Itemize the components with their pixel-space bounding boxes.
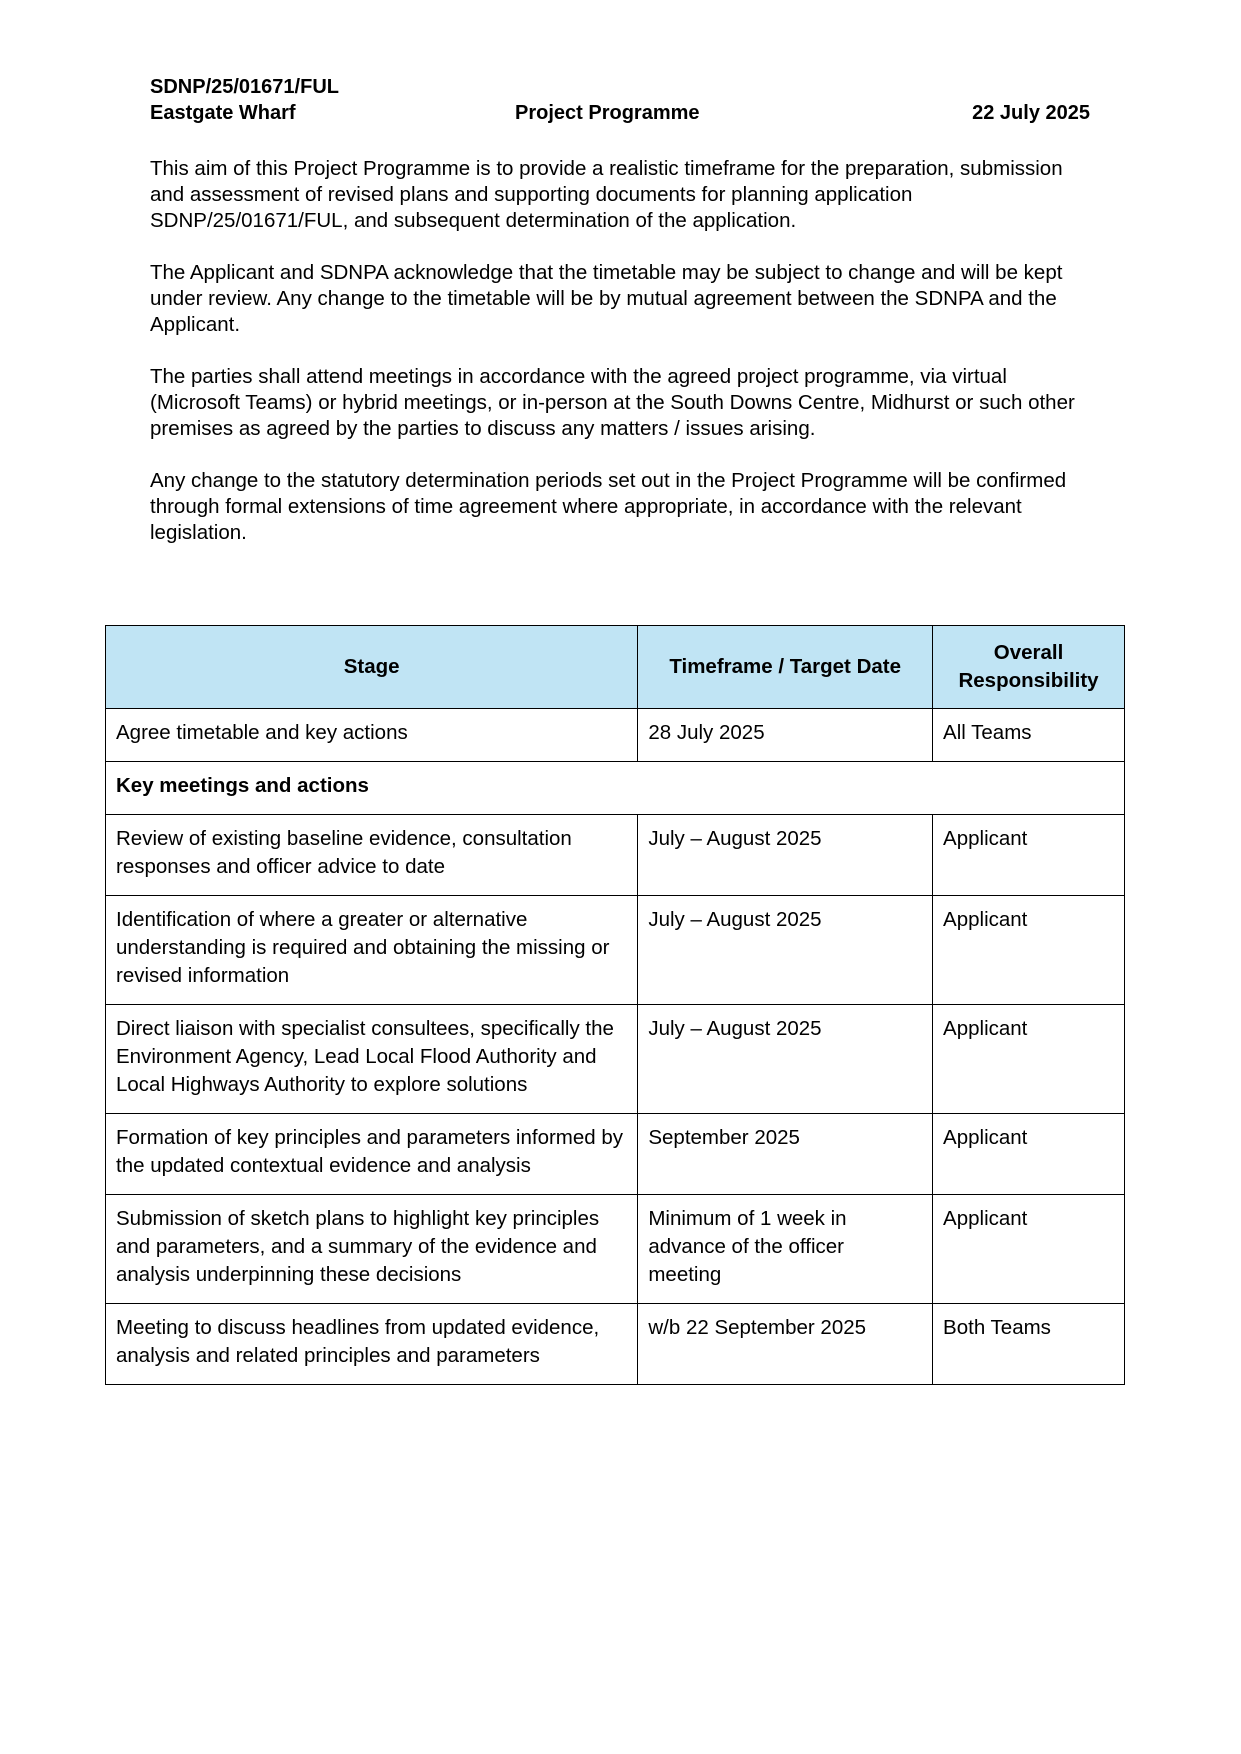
responsibility-cell: Applicant (933, 896, 1125, 1005)
responsibility-cell: Applicant (933, 1114, 1125, 1195)
column-header-responsibility: Overall Responsibility (933, 626, 1125, 709)
table-row (106, 1195, 1125, 1304)
timeframe-cell: September 2025 (638, 1114, 933, 1195)
table-header-row (106, 626, 1125, 709)
site-name: Eastgate Wharf (150, 102, 296, 124)
table-row (106, 896, 1125, 1005)
stage-cell: Formation of key principles and parameters informed by the updated contextual evidence and analysis (106, 1114, 638, 1195)
stage-cell: Identification of where a greater or alternative understanding is required and obtaining the missing or revised information (106, 896, 638, 1005)
responsibility-cell: Applicant (933, 815, 1125, 896)
timeframe-cell: July – August 2025 (638, 896, 933, 1005)
column-header-timeframe: Timeframe / Target Date (638, 626, 933, 709)
stage-cell: Review of existing baseline evidence, consultation responses and officer advice to date (106, 815, 638, 896)
table-row (106, 1304, 1125, 1385)
timeframe-cell: Minimum of 1 week in advance of the officer meeting (638, 1195, 933, 1304)
paragraph-aim: This aim of this Project Programme is to provide a realistic timeframe for the preparation, submission and assessment of revised plans and supporting documents for planning application SDNP/25/01671/FUL, and subsequent determination of the application. (150, 157, 1063, 232)
timeframe-cell: July – August 2025 (638, 1005, 933, 1114)
responsibility-cell: Both Teams (933, 1304, 1125, 1385)
document-header (150, 74, 1090, 126)
document-title: Project Programme (515, 102, 700, 124)
timeframe-cell: July – August 2025 (638, 815, 933, 896)
stage-cell: Direct liaison with specialist consultees, specifically the Environment Agency, Lead Local Flood Authority and Local Highways Authority to explore solutions (106, 1005, 638, 1114)
stage-cell: Meeting to discuss headlines from updated evidence, analysis and related principles and parameters (106, 1304, 638, 1385)
intro-text (150, 156, 1090, 572)
timeframe-cell: 28 July 2025 (638, 709, 933, 762)
responsibility-cell: Applicant (933, 1195, 1125, 1304)
table-row (106, 1114, 1125, 1195)
table-row (106, 709, 1125, 762)
paragraph-extensions: Any change to the statutory determination periods set out in the Project Programme will be confirmed through formal extensions of time agreement where appropriate, in accordance with the relevant legislation. (150, 469, 1067, 544)
paragraph-meetings: The parties shall attend meetings in accordance with the agreed project programme, via virtual (Microsoft Teams) or hybrid meetings, or in-person at the South Downs Centre, Midhurst or such other premises as agreed by the parties to discuss any matters / issues arising. (150, 365, 1075, 440)
responsibility-cell: Applicant (933, 1005, 1125, 1114)
stage-cell: Submission of sketch plans to highlight key principles and parameters, and a summary of the evidence and analysis underpinning these decisions (106, 1195, 638, 1304)
document-date: 22 July 2025 (972, 102, 1090, 124)
programme-table (105, 625, 1125, 1385)
application-reference: SDNP/25/01671/FUL (150, 76, 339, 98)
paragraph-review: The Applicant and SDNPA acknowledge that the timetable may be subject to change and will be kept under review. Any change to the timetable will be by mutual agreement between the SDNPA and the Applicant. (150, 261, 1063, 336)
column-header-stage: Stage (106, 626, 638, 709)
table-row (106, 1005, 1125, 1114)
stage-cell: Agree timetable and key actions (106, 709, 638, 762)
timeframe-cell: w/b 22 September 2025 (638, 1304, 933, 1385)
table-row (106, 815, 1125, 896)
section-heading-row (106, 762, 1125, 815)
section-heading: Key meetings and actions (106, 762, 1125, 815)
responsibility-cell: All Teams (933, 709, 1125, 762)
